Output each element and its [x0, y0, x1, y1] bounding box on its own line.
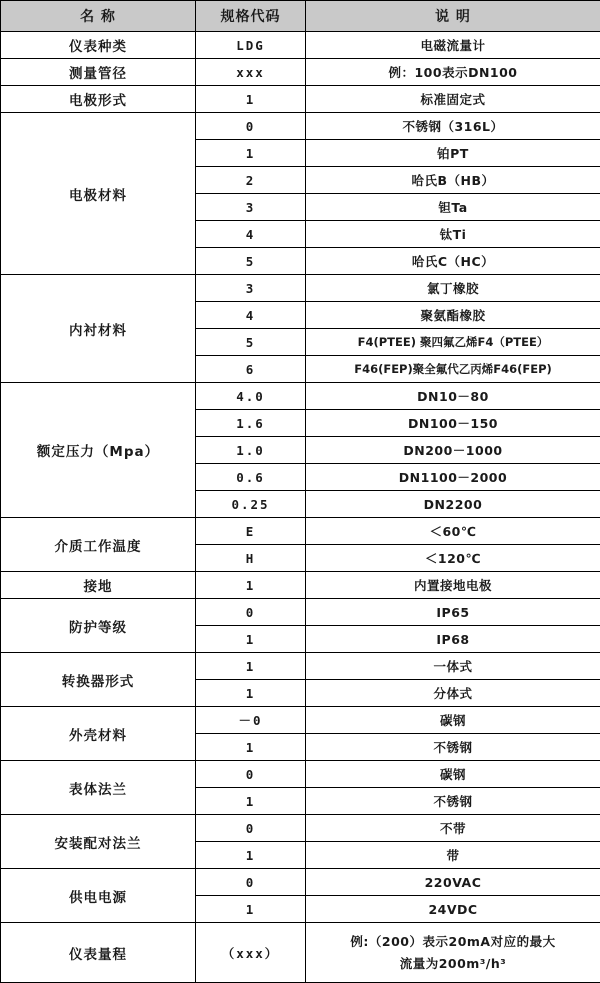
row-name-cell: 转换器形式: [1, 653, 196, 707]
row-name-cell: 安装配对法兰: [1, 815, 196, 869]
row-code-cell: 1: [196, 788, 306, 815]
row-description-cell: 一体式: [306, 653, 600, 680]
column-header-code: 规格代码: [196, 1, 306, 32]
row-description-cell: 碳钢: [306, 707, 600, 734]
row-code-cell: 1: [196, 626, 306, 653]
column-header-name: 名 称: [1, 1, 196, 32]
row-description-cell: DN200－1000: [306, 437, 600, 464]
table-row: [1, 923, 600, 983]
row-description-cell: F46(FEP)聚全氟代乙丙烯F46(FEP): [306, 356, 600, 383]
row-description-cell: 钛Ti: [306, 221, 600, 248]
row-name-cell: 额定压力（Mpa）: [1, 383, 196, 518]
row-description-cell: 例:（200）表示20mA对应的最大 流量为200m³/h³: [306, 923, 600, 983]
table-row: [1, 113, 600, 140]
row-code-cell: 0: [196, 815, 306, 842]
row-code-cell: 1: [196, 680, 306, 707]
row-description-cell: 钽Ta: [306, 194, 600, 221]
row-description-cell: 氯丁橡胶: [306, 275, 600, 302]
row-name-cell: 仪表种类: [1, 32, 196, 59]
row-code-cell: 0.25: [196, 491, 306, 518]
table-row: [1, 761, 600, 788]
row-description-cell: IP65: [306, 599, 600, 626]
row-name-cell: 电极形式: [1, 86, 196, 113]
row-name-cell: 供电电源: [1, 869, 196, 923]
row-description-cell: 内置接地电极: [306, 572, 600, 599]
row-code-cell: 6: [196, 356, 306, 383]
row-code-cell: 2: [196, 167, 306, 194]
row-description-cell: 不锈钢: [306, 734, 600, 761]
row-code-cell: H: [196, 545, 306, 572]
row-description-cell: ＜120℃: [306, 545, 600, 572]
row-code-cell: xxx: [196, 59, 306, 86]
row-code-cell: 0.6: [196, 464, 306, 491]
row-name-cell: 接地: [1, 572, 196, 599]
row-description-cell: DN100－150: [306, 410, 600, 437]
row-description-cell: 不锈钢: [306, 788, 600, 815]
table-row: [1, 653, 600, 680]
row-code-cell: 5: [196, 248, 306, 275]
table-row: [1, 518, 600, 545]
row-description-cell: 哈氏B（HB）: [306, 167, 600, 194]
table-body: [1, 32, 600, 983]
row-code-cell: LDG: [196, 32, 306, 59]
row-code-cell: －0: [196, 707, 306, 734]
row-name-cell: 仪表量程: [1, 923, 196, 983]
row-name-cell: 表体法兰: [1, 761, 196, 815]
row-description-cell: F4(PTEE) 聚四氟乙烯F4（PTEE）: [306, 329, 600, 356]
table-row: [1, 869, 600, 896]
row-code-cell: 1: [196, 572, 306, 599]
row-code-cell: 0: [196, 599, 306, 626]
row-description-cell: 220VAC: [306, 869, 600, 896]
row-name-cell: 外壳材料: [1, 707, 196, 761]
table-header: [1, 1, 600, 32]
row-code-cell: 4: [196, 302, 306, 329]
table-row: [1, 86, 600, 113]
table-row: [1, 32, 600, 59]
row-description-cell: ＜60℃: [306, 518, 600, 545]
row-code-cell: 1: [196, 86, 306, 113]
row-name-cell: 防护等级: [1, 599, 196, 653]
row-code-cell: 4: [196, 221, 306, 248]
row-description-cell: 哈氏C（HC）: [306, 248, 600, 275]
row-name-cell: 内衬材料: [1, 275, 196, 383]
row-description-cell: DN10－80: [306, 383, 600, 410]
row-code-cell: 0: [196, 113, 306, 140]
table-header-row: [1, 1, 600, 32]
row-code-cell: 1: [196, 140, 306, 167]
row-description-cell: IP68: [306, 626, 600, 653]
row-description-cell: 24VDC: [306, 896, 600, 923]
row-description-cell: 标准固定式: [306, 86, 600, 113]
row-code-cell: E: [196, 518, 306, 545]
row-description-cell: DN1100－2000: [306, 464, 600, 491]
row-description-cell: 电磁流量计: [306, 32, 600, 59]
table-row: [1, 275, 600, 302]
column-header-description: 说 明: [306, 1, 600, 32]
row-code-cell: 0: [196, 869, 306, 896]
table-row: [1, 815, 600, 842]
row-code-cell: 3: [196, 275, 306, 302]
row-code-cell: 3: [196, 194, 306, 221]
row-name-cell: 介质工作温度: [1, 518, 196, 572]
row-code-cell: 1: [196, 734, 306, 761]
table-row: [1, 707, 600, 734]
table-row: [1, 59, 600, 86]
row-code-cell: 0: [196, 761, 306, 788]
table-row: [1, 572, 600, 599]
row-description-cell: 例：100表示DN100: [306, 59, 600, 86]
row-name-cell: 测量管径: [1, 59, 196, 86]
row-code-cell: 1.6: [196, 410, 306, 437]
row-code-cell: 1: [196, 842, 306, 869]
row-name-cell: 电极材料: [1, 113, 196, 275]
row-description-cell: 铂PT: [306, 140, 600, 167]
row-description-cell: DN2200: [306, 491, 600, 518]
row-code-cell: 4.0: [196, 383, 306, 410]
row-code-cell: （xxx）: [196, 923, 306, 983]
row-description-cell: 聚氨酯橡胶: [306, 302, 600, 329]
row-description-cell: 分体式: [306, 680, 600, 707]
row-code-cell: 1: [196, 653, 306, 680]
table-row: [1, 599, 600, 626]
row-description-cell: 不带: [306, 815, 600, 842]
row-description-cell: 碳钢: [306, 761, 600, 788]
row-code-cell: 5: [196, 329, 306, 356]
row-code-cell: 1.0: [196, 437, 306, 464]
table-row: [1, 383, 600, 410]
row-code-cell: 1: [196, 896, 306, 923]
row-description-cell: 带: [306, 842, 600, 869]
row-description-cell: 不锈钢（316L）: [306, 113, 600, 140]
